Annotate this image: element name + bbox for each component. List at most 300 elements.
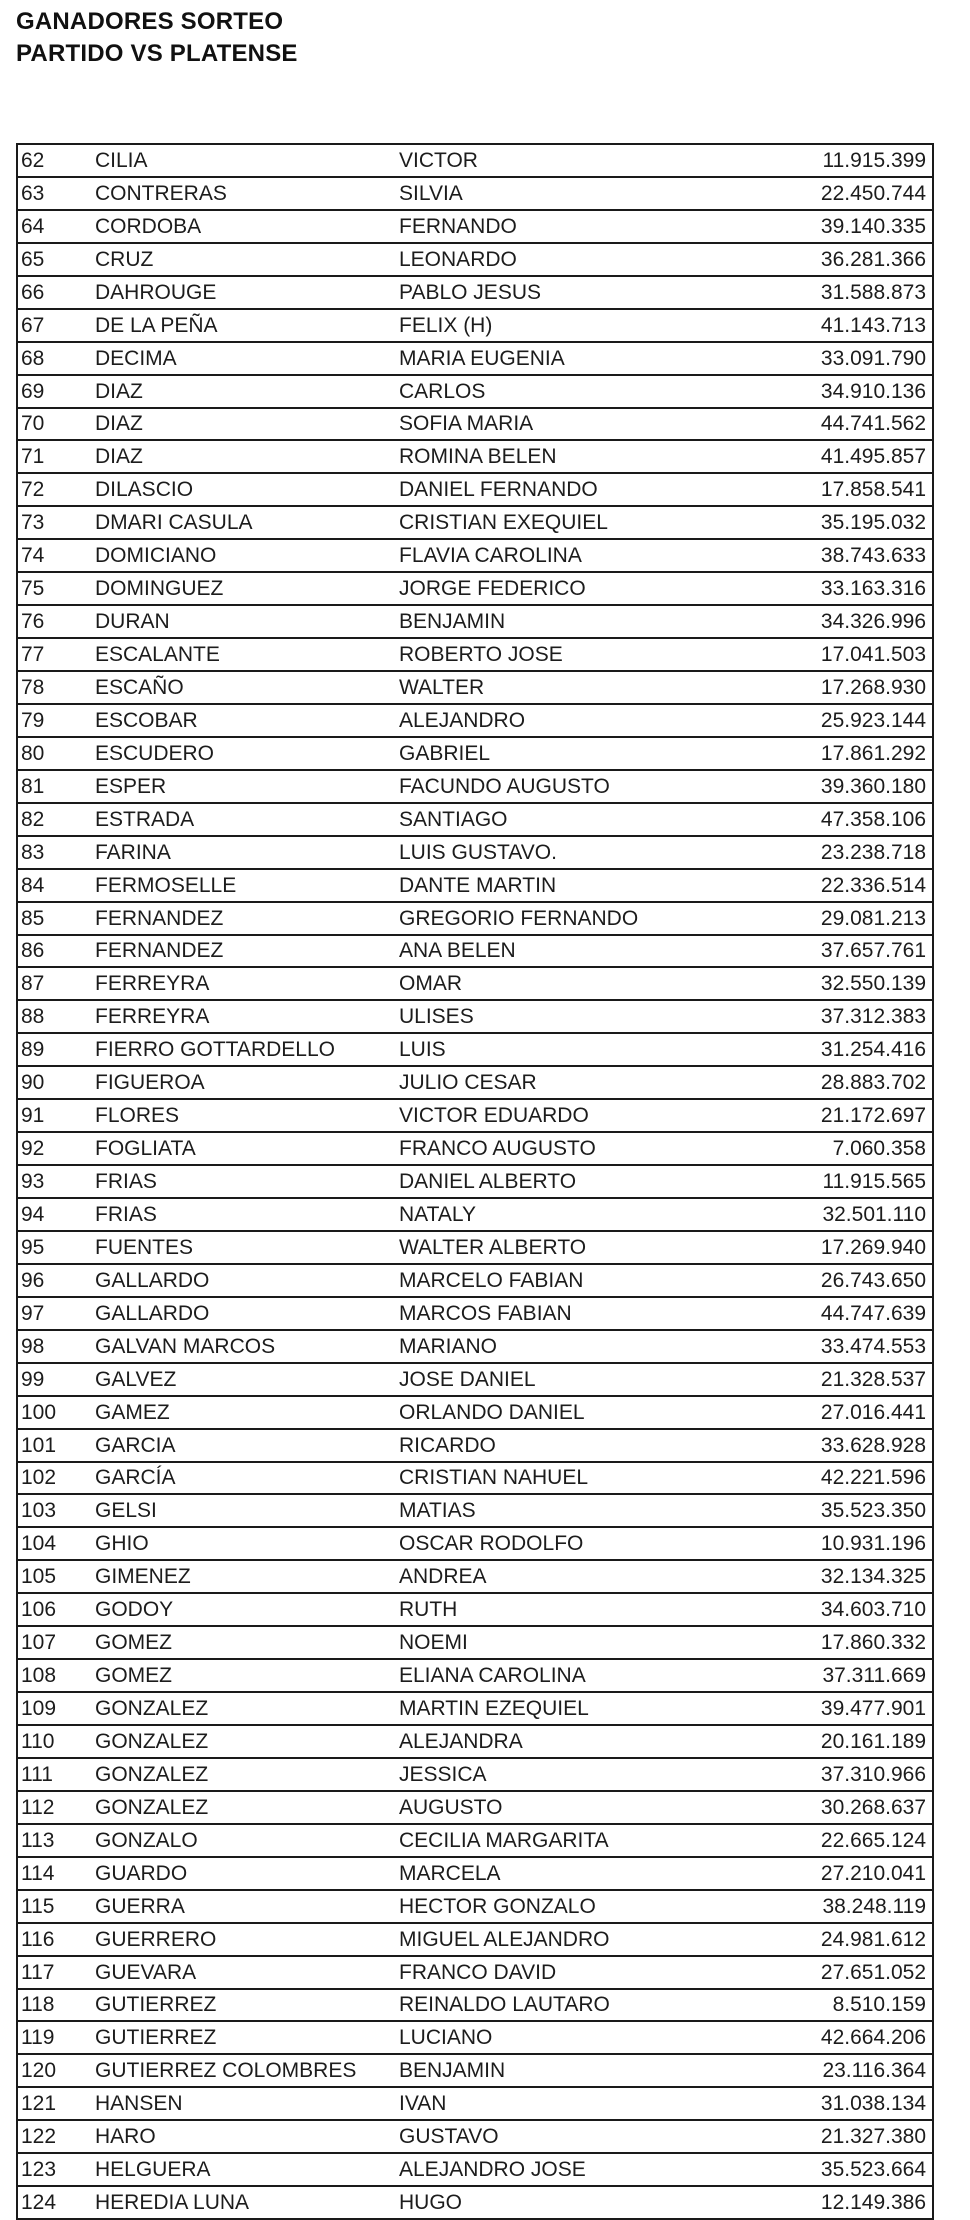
- document-number-cell: 22.450.744: [779, 177, 932, 210]
- document-number-cell: 26.743.650: [779, 1264, 932, 1297]
- document-number-cell: 25.923.144: [779, 704, 932, 737]
- last-name-cell: CRUZ: [95, 243, 399, 276]
- first-name-cell: HUGO: [399, 2191, 462, 2215]
- row-number: 120: [18, 2054, 95, 2087]
- row-number: 121: [18, 2087, 95, 2120]
- last-name-cell: ESTRADA: [95, 803, 399, 836]
- document-number-cell: 33.628.928: [779, 1429, 932, 1462]
- row-number: 76: [18, 605, 95, 638]
- table-row: [18, 1363, 932, 1396]
- title-line-1: GANADORES SORTEO: [16, 8, 284, 35]
- table-row: [18, 309, 932, 342]
- row-number: 102: [18, 1462, 95, 1495]
- last-name-cell: GONZALO: [95, 1824, 399, 1857]
- row-number: 94: [18, 1198, 95, 1231]
- last-name-cell: GODOY: [95, 1593, 399, 1626]
- document-number-cell: 32.134.325: [779, 1560, 932, 1593]
- first-name-cell: VICTOR: [399, 145, 779, 177]
- document-number-cell: 41.495.857: [779, 440, 932, 473]
- last-name-cell: GALVEZ: [95, 1363, 399, 1396]
- document-number-cell: 21.328.537: [779, 1363, 932, 1396]
- last-name-cell: CILIA: [95, 145, 399, 177]
- table-row: [18, 2186, 932, 2218]
- table-row: [18, 506, 932, 539]
- document-number-cell: 21.327.380: [779, 2120, 932, 2153]
- row-number: 92: [18, 1132, 95, 1165]
- table-row: [18, 1659, 932, 1692]
- last-name-cell: GOMEZ: [95, 1659, 399, 1692]
- first-name-cell: MARIA EUGENIA: [399, 342, 779, 375]
- first-name-cell: RUTH: [399, 1593, 779, 1626]
- last-name-cell: DAHROUGE: [95, 276, 399, 309]
- table-row: [18, 803, 932, 836]
- first-name-cell: FACUNDO AUGUSTO: [399, 770, 779, 803]
- table-row: [18, 1593, 932, 1626]
- first-name-cell: HECTOR GONZALO: [399, 1890, 779, 1923]
- last-name-cell: GUARDO: [95, 1857, 399, 1890]
- document-number-cell: 27.651.052: [779, 1956, 932, 1989]
- first-name-cell: MARCOS FABIAN: [399, 1297, 779, 1330]
- row-number: 90: [18, 1066, 95, 1099]
- last-name-cell: GUEVARA: [95, 1956, 399, 1989]
- first-name-cell: LEONARDO: [399, 243, 779, 276]
- document-number-cell: 42.221.596: [779, 1462, 932, 1495]
- table-row: [18, 902, 932, 935]
- first-name-cell: LUCIANO: [399, 2021, 779, 2054]
- last-name-cell: FRIAS: [95, 1165, 399, 1198]
- document-number-cell: 27.210.041: [779, 1857, 932, 1890]
- document-number-cell: 12.149.386: [820, 2191, 926, 2215]
- last-name-cell: FLORES: [95, 1099, 399, 1132]
- table-row: [18, 440, 932, 473]
- row-number: 80: [18, 737, 95, 770]
- table-row: [18, 1033, 932, 1066]
- row-number: 70: [18, 408, 95, 441]
- document-number-cell: 44.747.639: [779, 1297, 932, 1330]
- table-row: [18, 1429, 932, 1462]
- last-name-cell: DIAZ: [95, 440, 399, 473]
- first-name-cell: FELIX (H): [399, 309, 779, 342]
- row-number: 82: [18, 803, 95, 836]
- table-row: [18, 1198, 932, 1231]
- last-name-cell: ESCUDERO: [95, 737, 399, 770]
- first-name-cell: VICTOR EDUARDO: [399, 1099, 779, 1132]
- first-name-cell: CRISTIAN NAHUEL: [399, 1462, 779, 1495]
- last-name-cell: FOGLIATA: [95, 1132, 399, 1165]
- document-number-cell: 28.883.702: [779, 1066, 932, 1099]
- last-name-cell: GARCÍA: [95, 1462, 399, 1495]
- table-row: [18, 2021, 932, 2054]
- last-name-cell: GALVAN MARCOS: [95, 1330, 399, 1363]
- document-number-cell: 31.254.416: [779, 1033, 932, 1066]
- table-row: [18, 1165, 932, 1198]
- first-name-cell: FRANCO AUGUSTO: [399, 1132, 779, 1165]
- last-name-cell: ESPER: [95, 770, 399, 803]
- first-name-cell: MATIAS: [399, 1494, 779, 1527]
- document-number-cell: 35.195.032: [779, 506, 932, 539]
- table-row: [18, 210, 932, 243]
- first-name-cell: LUIS: [399, 1033, 779, 1066]
- last-name-cell: GARCIA: [95, 1429, 399, 1462]
- table-row: [18, 2087, 932, 2120]
- first-name-cell: BENJAMIN: [399, 605, 779, 638]
- document-number-cell: 37.312.383: [779, 1000, 932, 1033]
- row-number: 88: [18, 1000, 95, 1033]
- title-line-2: PARTIDO VS PLATENSE: [16, 40, 298, 67]
- first-name-cell: SOFIA MARIA: [399, 408, 779, 441]
- first-name-cell: SANTIAGO: [399, 803, 779, 836]
- first-name-cell: CARLOS: [399, 375, 779, 408]
- row-number: 95: [18, 1231, 95, 1264]
- row-number: 87: [18, 967, 95, 1000]
- document-number-cell: 34.603.710: [779, 1593, 932, 1626]
- table-row: [18, 605, 932, 638]
- table-row: [18, 737, 932, 770]
- table-row: [18, 704, 932, 737]
- first-name-cell: MARIANO: [399, 1330, 779, 1363]
- first-name-cell: NOEMI: [399, 1626, 779, 1659]
- table-row: [18, 1626, 932, 1659]
- first-name-cell: JORGE FEDERICO: [399, 572, 779, 605]
- document-number-cell: 34.326.996: [779, 605, 932, 638]
- row-number: 79: [18, 704, 95, 737]
- first-name-cell: ELIANA CAROLINA: [399, 1659, 779, 1692]
- row-number: 84: [18, 869, 95, 902]
- first-name-cell: IVAN: [399, 2087, 779, 2120]
- table-row: [18, 145, 932, 177]
- document-number-cell: 17.041.503: [779, 638, 932, 671]
- table-row: [18, 1396, 932, 1429]
- first-name-cell: DANIEL ALBERTO: [399, 1165, 779, 1198]
- document-number-cell: 21.172.697: [779, 1099, 932, 1132]
- first-name-cell: RICARDO: [399, 1429, 779, 1462]
- table-row: [18, 1857, 932, 1890]
- table-row: [18, 935, 932, 968]
- last-name-cell: HANSEN: [95, 2087, 399, 2120]
- row-number: 123: [18, 2153, 95, 2186]
- last-name-cell: DIAZ: [95, 375, 399, 408]
- table-row: [18, 177, 932, 210]
- table-row: [18, 375, 932, 408]
- first-name-cell: CECILIA MARGARITA: [399, 1824, 779, 1857]
- document-number-cell: 22.665.124: [779, 1824, 932, 1857]
- last-name-cell: FERREYRA: [95, 967, 399, 1000]
- last-name-cell: FERNANDEZ: [95, 935, 399, 968]
- last-name-cell: DIAZ: [95, 408, 399, 441]
- first-name-cell: GREGORIO FERNANDO: [399, 902, 779, 935]
- winners-table-body: [18, 145, 932, 2218]
- last-name-cell: GONZALEZ: [95, 1692, 399, 1725]
- row-number: 71: [18, 440, 95, 473]
- first-name-cell: BENJAMIN: [399, 2054, 779, 2087]
- first-name-cell: CRISTIAN EXEQUIEL: [399, 506, 779, 539]
- row-number: 115: [18, 1890, 95, 1923]
- last-name-cell: GONZALEZ: [95, 1791, 399, 1824]
- document-number-cell: 11.915.565: [779, 1165, 932, 1198]
- row-number: 101: [18, 1429, 95, 1462]
- row-number: 114: [18, 1857, 95, 1890]
- document-number-cell: 38.248.119: [779, 1890, 932, 1923]
- table-row: [18, 1791, 932, 1824]
- row-number: 124: [21, 2191, 57, 2215]
- row-number: 106: [18, 1593, 95, 1626]
- row-number: 75: [18, 572, 95, 605]
- table-row: [18, 473, 932, 506]
- last-name-cell: HARO: [95, 2120, 399, 2153]
- row-number: 85: [18, 902, 95, 935]
- row-number: 77: [18, 638, 95, 671]
- row-number: 78: [18, 671, 95, 704]
- last-name-cell: GUTIERREZ: [95, 1989, 399, 2022]
- document-number-cell: 29.081.213: [779, 902, 932, 935]
- row-number: 68: [18, 342, 95, 375]
- document-number-cell: 11.915.399: [779, 145, 932, 177]
- table-row: [18, 638, 932, 671]
- document-number-cell: 17.860.332: [779, 1626, 932, 1659]
- first-name-cell: REINALDO LAUTARO: [399, 1989, 779, 2022]
- table-row: [18, 1824, 932, 1857]
- last-name-cell: FRIAS: [95, 1198, 399, 1231]
- first-name-cell: ANA BELEN: [399, 935, 779, 968]
- last-name-cell: FERMOSELLE: [95, 869, 399, 902]
- table-row: [18, 1494, 932, 1527]
- first-name-cell: ORLANDO DANIEL: [399, 1396, 779, 1429]
- last-name-cell: GOMEZ: [95, 1626, 399, 1659]
- table-row: [18, 572, 932, 605]
- document-number-cell: 38.743.633: [779, 539, 932, 572]
- document-number-cell: 47.358.106: [779, 803, 932, 836]
- last-name-cell: DOMINGUEZ: [95, 572, 399, 605]
- last-name-cell: FIERRO GOTTARDELLO: [95, 1033, 399, 1066]
- last-name-cell: GONZALEZ: [95, 1758, 399, 1791]
- document-number-cell: 20.161.189: [779, 1725, 932, 1758]
- first-name-cell: SILVIA: [399, 177, 779, 210]
- row-number: 97: [18, 1297, 95, 1330]
- document-number-cell: 35.523.350: [779, 1494, 932, 1527]
- page-title: [16, 6, 298, 70]
- first-name-cell: WALTER: [399, 671, 779, 704]
- table-row: [18, 539, 932, 572]
- document-number-cell: 31.588.873: [779, 276, 932, 309]
- table-row: [18, 770, 932, 803]
- row-number: 100: [18, 1396, 95, 1429]
- document-number-cell: 34.910.136: [779, 375, 932, 408]
- table-row: [18, 243, 932, 276]
- last-name-cell: ESCALANTE: [95, 638, 399, 671]
- row-number: 103: [18, 1494, 95, 1527]
- table-row: [18, 1264, 932, 1297]
- first-name-cell: PABLO JESUS: [399, 276, 779, 309]
- first-name-cell: ROMINA BELEN: [399, 440, 779, 473]
- table-row: [18, 1099, 932, 1132]
- table-row: [18, 1462, 932, 1495]
- last-name-cell: GUERRERO: [95, 1923, 399, 1956]
- row-number: 112: [18, 1791, 95, 1824]
- first-name-cell: ALEJANDRO: [399, 704, 779, 737]
- last-name-cell: ESCOBAR: [95, 704, 399, 737]
- document-number-cell: 7.060.358: [779, 1132, 932, 1165]
- first-name-cell: MARCELA: [399, 1857, 779, 1890]
- document-number-cell: 37.311.669: [779, 1659, 932, 1692]
- document-number-cell: 23.238.718: [779, 836, 932, 869]
- first-name-cell: ANDREA: [399, 1560, 779, 1593]
- document-number-cell: 22.336.514: [779, 869, 932, 902]
- row-number: 116: [18, 1923, 95, 1956]
- first-name-cell: ROBERTO JOSE: [399, 638, 779, 671]
- table-row: [18, 1132, 932, 1165]
- document-number-cell: 17.861.292: [779, 737, 932, 770]
- first-name-cell: WALTER ALBERTO: [399, 1231, 779, 1264]
- first-name-cell: JOSE DANIEL: [399, 1363, 779, 1396]
- table-row: [18, 967, 932, 1000]
- row-number: 110: [18, 1725, 95, 1758]
- table-row: [18, 1066, 932, 1099]
- row-number: 118: [18, 1989, 95, 2022]
- table-row: [18, 342, 932, 375]
- row-number: 89: [18, 1033, 95, 1066]
- document-number-cell: 39.140.335: [779, 210, 932, 243]
- last-name-cell: DECIMA: [95, 342, 399, 375]
- row-number: 113: [18, 1824, 95, 1857]
- table-row: [18, 1330, 932, 1363]
- row-number: 62: [18, 145, 95, 177]
- last-name-cell: GALLARDO: [95, 1297, 399, 1330]
- document-number-cell: 31.038.134: [779, 2087, 932, 2120]
- row-number: 99: [18, 1363, 95, 1396]
- table-row: [18, 2120, 932, 2153]
- last-name-cell: HELGUERA: [95, 2153, 399, 2186]
- document-number-cell: 33.474.553: [779, 1330, 932, 1363]
- first-name-cell: FERNANDO: [399, 210, 779, 243]
- first-name-cell: DANIEL FERNANDO: [399, 473, 779, 506]
- document-number-cell: 8.510.159: [779, 1989, 932, 2022]
- first-name-cell: ALEJANDRO JOSE: [399, 2153, 779, 2186]
- last-name-cell: FERNANDEZ: [95, 902, 399, 935]
- table-row: [18, 1890, 932, 1923]
- document-number-cell: 24.981.612: [779, 1923, 932, 1956]
- last-name-cell: GUTIERREZ: [95, 2021, 399, 2054]
- last-name-cell: CORDOBA: [95, 210, 399, 243]
- first-name-cell: NATALY: [399, 1198, 779, 1231]
- row-number: 122: [18, 2120, 95, 2153]
- first-name-cell: MARTIN EZEQUIEL: [399, 1692, 779, 1725]
- document-number-cell: 17.858.541: [779, 473, 932, 506]
- first-name-cell: OSCAR RODOLFO: [399, 1527, 779, 1560]
- first-name-cell: ULISES: [399, 1000, 779, 1033]
- last-name-cell: ESCAÑO: [95, 671, 399, 704]
- row-number: 74: [18, 539, 95, 572]
- first-name-cell: MIGUEL ALEJANDRO: [399, 1923, 779, 1956]
- document-number-cell: 33.091.790: [779, 342, 932, 375]
- table-row: [18, 1758, 932, 1791]
- row-number: 107: [18, 1626, 95, 1659]
- last-name-cell: GELSI: [95, 1494, 399, 1527]
- table-row: [18, 671, 932, 704]
- first-name-cell: LUIS GUSTAVO.: [399, 836, 779, 869]
- document-number-cell: 23.116.364: [779, 2054, 932, 2087]
- document-number-cell: 33.163.316: [779, 572, 932, 605]
- table-row: [18, 2054, 932, 2087]
- document-number-cell: 17.269.940: [779, 1231, 932, 1264]
- row-number: 81: [18, 770, 95, 803]
- first-name-cell: MARCELO FABIAN: [399, 1264, 779, 1297]
- table-row: [18, 1956, 932, 1989]
- document-number-cell: 10.931.196: [779, 1527, 932, 1560]
- last-name-cell: DILASCIO: [95, 473, 399, 506]
- table-row: [18, 2153, 932, 2186]
- last-name-cell: GUERRA: [95, 1890, 399, 1923]
- row-number: 65: [18, 243, 95, 276]
- document-number-cell: 35.523.664: [779, 2153, 932, 2186]
- row-number: 119: [18, 2021, 95, 2054]
- table-row: [18, 1000, 932, 1033]
- row-number: 66: [18, 276, 95, 309]
- row-number: 64: [18, 210, 95, 243]
- last-name-cell: FIGUEROA: [95, 1066, 399, 1099]
- first-name-cell: JESSICA: [399, 1758, 779, 1791]
- table-row: [18, 836, 932, 869]
- row-number: 93: [18, 1165, 95, 1198]
- last-name-cell: GAMEZ: [95, 1396, 399, 1429]
- first-name-cell: DANTE MARTIN: [399, 869, 779, 902]
- row-number: 98: [18, 1330, 95, 1363]
- row-number: 117: [18, 1956, 95, 1989]
- table-row: [18, 869, 932, 902]
- last-name-cell: FARINA: [95, 836, 399, 869]
- table-row: [18, 1560, 932, 1593]
- table-row: [18, 1989, 932, 2022]
- document-number-cell: 37.310.966: [779, 1758, 932, 1791]
- row-number: 111: [18, 1758, 95, 1791]
- last-name-cell: DURAN: [95, 605, 399, 638]
- document-number-cell: 37.657.761: [779, 935, 932, 968]
- last-name-cell: GONZALEZ: [95, 1725, 399, 1758]
- last-name-cell: FUENTES: [95, 1231, 399, 1264]
- row-number: 96: [18, 1264, 95, 1297]
- table-row: [18, 1923, 932, 1956]
- row-number: 86: [18, 935, 95, 968]
- row-number: 105: [18, 1560, 95, 1593]
- table-row: [18, 1725, 932, 1758]
- document-number-cell: 36.281.366: [779, 243, 932, 276]
- document-number-cell: 27.016.441: [779, 1396, 932, 1429]
- table-row: [18, 408, 932, 441]
- document-number-cell: 39.477.901: [779, 1692, 932, 1725]
- document-number-cell: 32.501.110: [779, 1198, 932, 1231]
- row-number: 83: [18, 836, 95, 869]
- last-name-cell: DMARI CASULA: [95, 506, 399, 539]
- document-number-cell: 39.360.180: [779, 770, 932, 803]
- row-number: 109: [18, 1692, 95, 1725]
- first-name-cell: GUSTAVO: [399, 2120, 779, 2153]
- document-number-cell: 17.268.930: [779, 671, 932, 704]
- first-name-cell: ALEJANDRA: [399, 1725, 779, 1758]
- row-number: 108: [18, 1659, 95, 1692]
- row-number: 63: [18, 177, 95, 210]
- last-name-cell: CONTRERAS: [95, 177, 399, 210]
- table-row: [18, 276, 932, 309]
- table-row: [18, 1527, 932, 1560]
- row-number: 91: [18, 1099, 95, 1132]
- document-number-cell: 32.550.139: [779, 967, 932, 1000]
- row-number: 72: [18, 473, 95, 506]
- document-number-cell: 30.268.637: [779, 1791, 932, 1824]
- last-name-cell: GIMENEZ: [95, 1560, 399, 1593]
- last-name-cell: HEREDIA LUNA: [95, 2191, 250, 2215]
- row-number: 67: [18, 309, 95, 342]
- first-name-cell: GABRIEL: [399, 737, 779, 770]
- row-number: 73: [18, 506, 95, 539]
